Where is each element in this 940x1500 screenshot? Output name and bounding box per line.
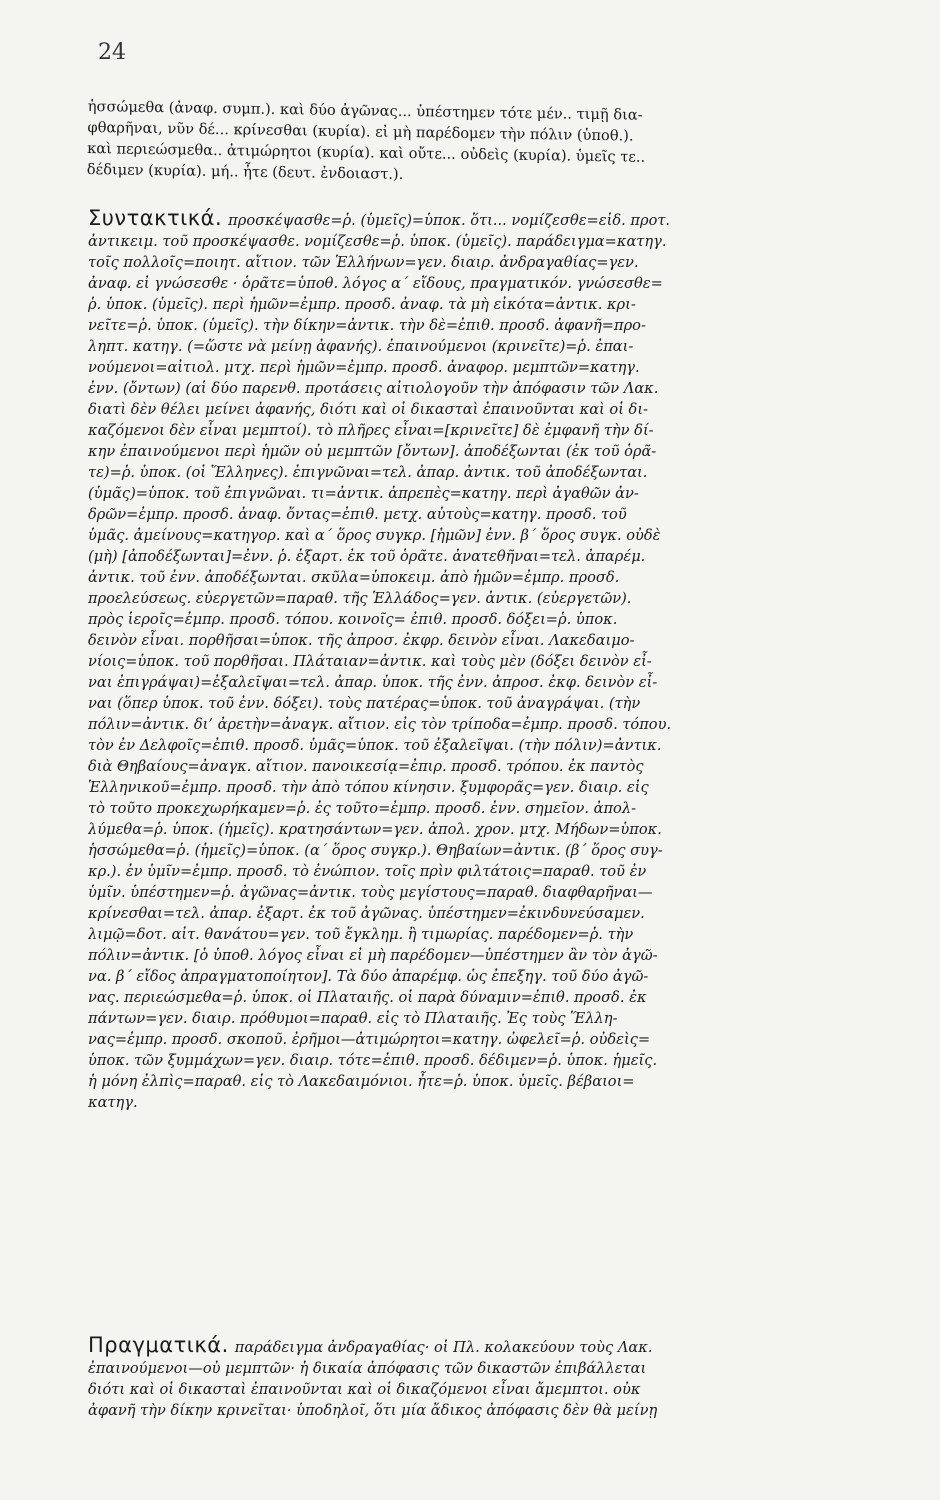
text-line: τὸν ἐν Δελφοῖς=ἐπιθ. προσδ. ὑμᾶς=ὑποκ. τοῦ ἐξαλεῖψαι. (τὴν πόλιν)=ἀντικ. <box>88 737 662 754</box>
text-line: Ἑλληνικοῦ=ἐμπρ. προσδ. τὴν ἀπὸ τόπου κίνησιν. ξυμφορᾶς=γεν. διαιρ. εἰς <box>88 779 649 796</box>
text-line: ἡσσώμεθα (ἀναφ. συμπ.). καὶ δύο ἀγῶνας... ὑπέστημεν τότε μέν.. τιμῇ δια- <box>87 97 643 124</box>
text-line: κατηγ. <box>88 1094 138 1111</box>
text-line: λύμεθα=ῥ. ὑποκ. (ἡμεῖς). κρατησάντων=γεν. ἀπολ. χρον. μτχ. Μήδων=ὑποκ. <box>88 821 662 838</box>
text-line: πόλιν=ἀντικ. δι’ ἀρετὴν=ἀναγκ. αἴτιον. εἰς τὸν τρίποδα=ἐμπρ. προσδ. τόπου. <box>88 716 672 733</box>
text-line: ἀφανῆ τὴν δίκην κρινεῖται· ὑποδηλοῖ, ὅτι μία ἄδικος ἀπόφασις δὲν θὰ μείνῃ <box>88 1402 658 1419</box>
text-line: (ὑμᾶς)=ὑποκ. τοῦ ἐπιγνῶναι. τι=ἀντικ. ἀπρεπὲς=κατηγ. περὶ ἀγαθῶν ἀν- <box>88 485 639 502</box>
text-line: νας. περιεώσμεθα=ῥ. ὑποκ. οἱ Πλαταιῆς. οἱ παρὰ δύναμιν=ἐπιθ. προσδ. ἐκ <box>88 989 647 1006</box>
text-line: καζόμενοι δὲν εἶναι μεμπτοί). τὸ πλῆρες εἶναι=[κρινεῖτε] δὲ ἐμφανῆ τὴν δί- <box>88 422 654 439</box>
text-line: δέδιμεν (κυρία). μή.. ἦτε (δευτ. ἐνδοιαστ.). <box>86 160 404 183</box>
text-line: να. β΄ εἴδος ἀπραγματοποίητον]. Τὰ δύο ἀπαρέμφ. ὡς ἐπεξηγ. τοῦ δύο ἀγῶ- <box>88 968 649 985</box>
text-line: ὑποκ. τῶν ξυμμάχων=γεν. διαιρ. τότε=ἐπιθ. προσδ. δέδιμεν=ῥ. ὑποκ. ἡμεῖς. <box>88 1052 658 1069</box>
text-line: κρίνεσθαι=τελ. ἀπαρ. ἐξαρτ. ἐκ τοῦ ἀγῶνας. ὑπέστημεν=ἐκινδυνεύσαμεν. <box>88 905 645 922</box>
syntax-section <box>88 208 910 1113</box>
text-line: κην ἐπαινούμενοι περὶ ἡμῶν οὐ μεμπτῶν [ὄντων]. ἀποδέξωνται (ἐκ τοῦ ὁρᾶ- <box>88 443 657 460</box>
pragmatika-section <box>88 1335 910 1421</box>
text-line: δρῶν=ἐμπρ. προσδ. ἀναφ. ὄντας=ἐπιθ. μετχ. αὐτοὺς=κατηγ. προσδ. τοῦ <box>88 506 627 523</box>
text-line: κρ.). ἐν ὑμῖν=ἐμπρ. προσδ. τὸ ἐνώπιον. τοῖς πρὶν φιλτάτοις=παραθ. τοῦ ἐν <box>88 863 647 880</box>
text-line: τε)=ῥ. ὑποκ. (οἱ Ἕλληνες). ἐπιγνῶναι=τελ. ἀπαρ. ἀντικ. τοῦ ἀποδέξωνται. <box>88 464 648 481</box>
text-line: ληπτ. κατηγ. (=ὥστε νὰ μείνῃ ἀφανής). ἐπαινούμενοι (κρινεῖτε)=ῥ. ἐπαι- <box>88 338 634 355</box>
text-line: καὶ περιεώσμεθα.. ἀτιμώρητοι (κυρία). καὶ οὔτε... οὐδεὶς (κυρία). ὑμεῖς τε.. <box>87 139 646 166</box>
text-line <box>88 1335 910 1358</box>
text-line: ναι ἐπιγράψαι)=ἐξαλεῖψαι=τελ. ἀπαρ. ὑποκ. τῆς ἐνν. ἀπροσ. ἐκφ. δεινὸν εἶ- <box>88 674 658 691</box>
intro-paragraph <box>87 96 910 193</box>
page-number: 24 <box>98 40 126 65</box>
text-line: (μὴ) [ἀποδέξωνται]=ἐνν. ῥ. ἐξαρτ. ἐκ τοῦ ὁρᾶτε. ἀνατεθῆναι=τελ. ἀπαρέμ. <box>88 548 646 565</box>
text-line: διὰ Θηβαίους=ἀναγκ. αἴτιον. πανοικεσίᾳ=ἐπιρ. προσδ. τρόπου. ἐκ παντὸς <box>88 758 644 775</box>
text-line: πρὸς ἱεροῖς=ἐμπρ. προσδ. τόπου. κοινοῖς= ἐπιθ. προσδ. δόξει=ῥ. ὑποκ. <box>88 611 618 628</box>
text-line: πόλιν=ἀντικ. [ὁ ὑποθ. λόγος εἶναι εἰ μὴ παρέδομεν—ὑπέστημεν ἂν τὸν ἀγῶ- <box>88 947 658 964</box>
text-line: ἐνν. (ὄντων) (αἱ δύο παρενθ. προτάσεις αἰτιολογοῦν τὴν ἀπόφασιν τῶν Λακ. <box>88 380 659 397</box>
text-line: ἀντικειμ. τοῦ προσκέψασθε. νομίζεσθε=ῥ. ὑποκ. (ὑμεῖς). παράδειγμα=κατηγ. <box>88 233 667 250</box>
syntax-heading: Συντακτικά. <box>88 208 223 230</box>
text-line: ἡσσώμεθα=ῥ. (ἡμεῖς)=ὑποκ. (α΄ ὅρος συγκρ.). Θηβαίων=ἀντικ. (β΄ ὅρος συγ- <box>88 842 663 859</box>
text-line: διατὶ δὲν θέλει μείνει ἀφανής, διότι καὶ οἱ δικασταὶ ἐπαινοῦνται καὶ οἱ δι- <box>88 401 648 418</box>
text-line: ἀντικ. τοῦ ἐνν. ἀποδέξωνται. σκῦλα=ὑποκειμ. ἀπὸ ἡμῶν=ἐμπρ. προσδ. <box>88 569 620 586</box>
text-line: ῥ. ὑποκ. (ὑμεῖς). περὶ ἡμῶν=ἐμπρ. προσδ. ἀναφ. τὰ μὴ εἰκότα=ἀντικ. κρι- <box>88 296 636 313</box>
syntax-line-0: προσκέψασθε=ῥ. (ὑμεῖς)=ὑποκ. ὅτι... νομίζεσθε=εἰδ. προτ. <box>228 212 671 229</box>
text-line: φθαρῆναι, νῦν δέ... κρίνεσθαι (κυρία). εἰ μὴ παρέδομεν τὴν πόλιν (ὑποθ.). <box>87 118 634 145</box>
text-line: ἡ μόνη ἐλπὶς=παραθ. εἰς τὸ Λακεδαιμόνιοι. ἦτε=ῥ. ὑποκ. ὑμεῖς. βέβαιοι= <box>88 1073 635 1090</box>
text-line: δεινὸν εἶναι. πορθῆσαι=ὑποκ. τῆς ἀπροσ. ἐκφρ. δεινὸν εἶναι. Λακεδαιμο- <box>88 632 635 649</box>
text-line: τὸ τοῦτο προκεχωρήκαμεν=ῥ. ἐς τοῦτο=ἐμπρ. προσδ. ἐνν. σημεῖον. ἀπολ- <box>88 800 637 817</box>
text-line: προελεύσεως. εὐεργετῶν=παραθ. τῆς Ἑλλάδος=γεν. ἀντικ. (εὐεργετῶν). <box>88 590 632 607</box>
text-line: ναι (ὅπερ ὑποκ. τοῦ ἐνν. δόξει). τοὺς πατέρας=ὑποκ. τοῦ ἀναγράψαι. (τὴν <box>88 695 641 712</box>
text-line: τοῖς πολλοῖς=ποιητ. αἴτιον. τῶν Ἑλλήνων=γεν. διαιρ. ἀνδραγαθίας=γεν. <box>88 254 639 271</box>
text-line: ἀναφ. εἰ γνώσεσθε · ὁρᾶτε=ὑποθ. λόγος α΄ εἴδους, πραγματικόν. γνώσεσθε= <box>88 275 663 292</box>
text-line: ἐπαινούμενοι—οὐ μεμπτῶν· ἡ δικαία ἀπόφασις τῶν δικαστῶν ἐπιβάλλεται <box>88 1360 647 1377</box>
text-line: πάντων=γεν. διαιρ. πρόθυμοι=παραθ. εἰς τὸ Πλαταιῆς. Ἐς τοὺς Ἕλλη- <box>88 1010 618 1027</box>
text-line: λιμῷ=δοτ. αἰτ. θανάτου=γεν. τοῦ ἔγκλημ. ἢ τιμωρίας. παρέδομεν=ῥ. τὴν <box>88 926 634 943</box>
text-line <box>88 208 910 231</box>
pragmatika-heading: Πραγματικά. <box>88 1335 229 1357</box>
text-line: νας=ἐμπρ. προσδ. σκοποῦ. ἐρῆμοι—ἀτιμώρητοι=κατηγ. ὠφελεῖ=ῥ. οὐδεὶς= <box>88 1031 651 1048</box>
text-line: νίοις=ὑποκ. τοῦ πορθῆσαι. Πλάταιαν=ἀντικ. καὶ τοὺς μὲν (δόξει δεινὸν εἶ- <box>88 653 652 670</box>
text-line: ὑμᾶς. ἀμείνους=κατηγορ. καὶ α΄ ὅρος συγκρ. [ἡμῶν] ἐνν. β΄ ὅρος συγκ. οὐδὲ <box>88 527 661 544</box>
text-line: διότι καὶ οἱ δικασταὶ ἐπαινοῦνται καὶ οἱ δικαζόμενοι εἶναι ἄμεμπτοι. οὐκ <box>88 1381 641 1398</box>
text-line: νούμενοι=αἰτιολ. μτχ. περὶ ἡμῶν=ἐμπρ. προσδ. ἀναφορ. μεμπτῶν=κατηγ. <box>88 359 640 376</box>
pragmatika-line-0: παράδειγμα ἀνδραγαθίας· οἱ Πλ. κολακεύουν τοὺς Λακ. <box>234 1339 653 1356</box>
text-line: ὑμῖν. ὑπέστημεν=ῥ. ἀγῶνας=ἀντικ. τοὺς μεγίστους=παραθ. διαφθαρῆναι— <box>88 884 653 901</box>
text-line: νεῖτε=ῥ. ὑποκ. (ὑμεῖς). τὴν δίκην=ἀντικ. τὴν δὲ=ἐπιθ. προσδ. ἀφανῆ=προ- <box>88 317 646 334</box>
